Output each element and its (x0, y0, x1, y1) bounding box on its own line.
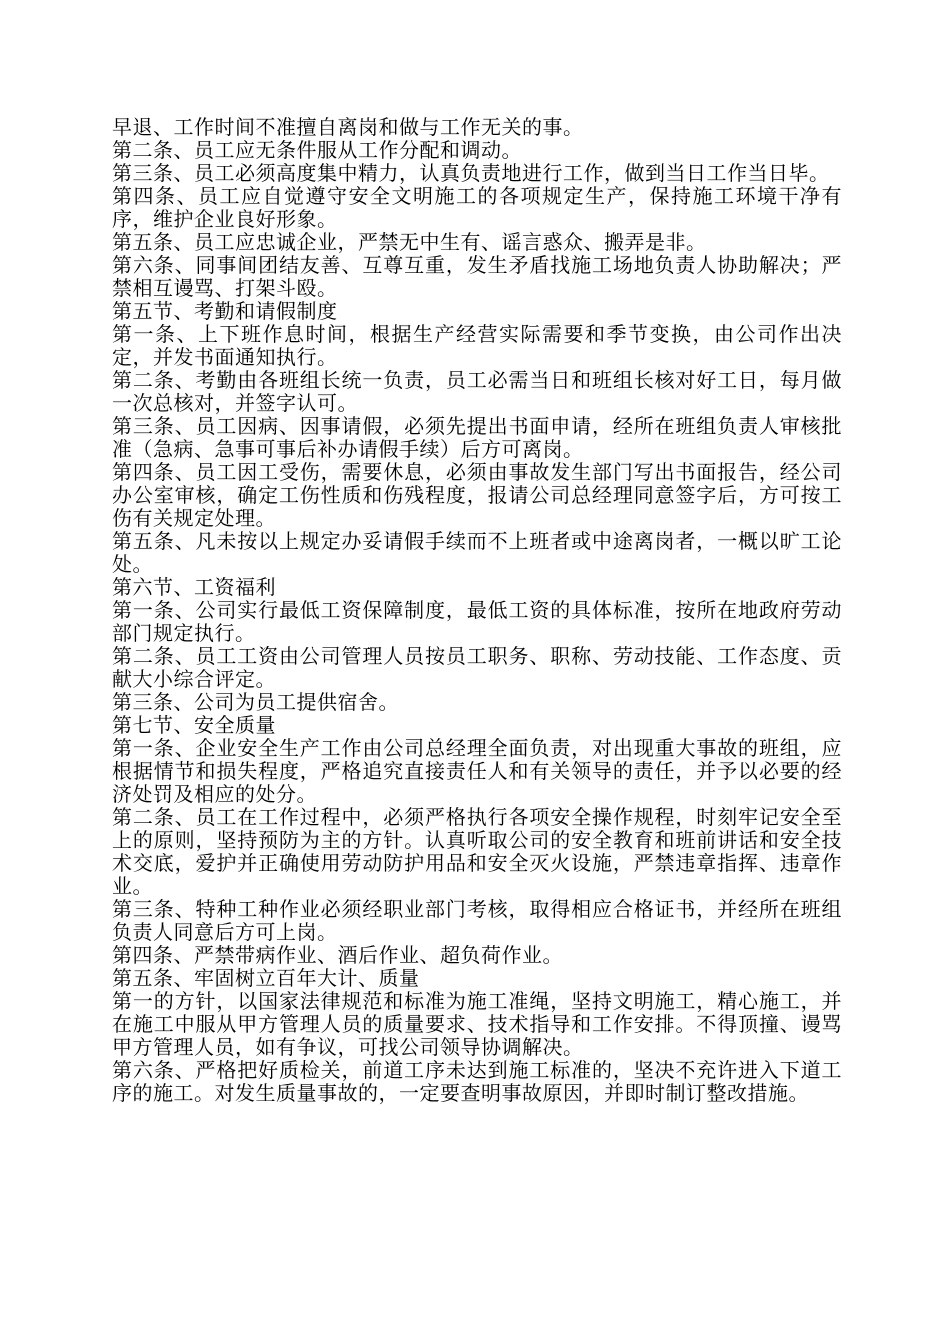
paragraph: 第五条、牢固树立百年大计、质量 (112, 966, 420, 990)
paragraph: 第二条、考勤由各班组长统一负责，员工必需当日和班组长核对好工日，每月做一次总核对，并签字认可。 (112, 368, 842, 415)
section-heading: 第五节、考勤和请假制度 (112, 299, 338, 323)
paragraph: 第四条、严禁带病作业、酒后作业、超负荷作业。 (112, 943, 563, 967)
paragraph: 第三条、公司为员工提供宿舍。 (112, 690, 399, 714)
paragraph: 第五条、员工应忠诚企业，严禁无中生有、谣言惑众、搬弄是非。 (112, 230, 707, 254)
document-body (112, 116, 842, 1105)
paragraph: 第二条、员工应无条件服从工作分配和调动。 (112, 138, 522, 162)
section-heading: 第七节、安全质量 (112, 713, 276, 737)
paragraph: 第四条、员工应自觉遵守安全文明施工的各项规定生产，保持施工环境干净有序，维护企业良好形象。 (112, 184, 842, 231)
paragraph: 第一条、上下班作息时间，根据生产经营实际需要和季节变换，由公司作出决定，并发书面通知执行。 (112, 322, 842, 369)
paragraph: 第二条、员工工资由公司管理人员按员工职务、职称、劳动技能、工作态度、贡献大小综合评定。 (112, 644, 842, 691)
paragraph: 第五条、凡未按以上规定办妥请假手续而不上班者或中途离岗者，一概以旷工论处。 (112, 529, 842, 576)
paragraph: 第六条、同事间团结友善、互尊互重，发生矛盾找施工场地负责人协助解决；严禁相互谩骂、打架斗殴。 (112, 253, 842, 300)
section-heading: 第六节、工资福利 (112, 575, 276, 599)
paragraph: 第三条、员工必须高度集中精力，认真负责地进行工作，做到当日工作当日毕。 (112, 161, 830, 185)
paragraph: 第六条、严格把好质检关，前道工序未达到施工标准的，坚决不充许进入下道工序的施工。对发生质量事故的，一定要查明事故原因，并即时制订整改措施。 (112, 1058, 842, 1105)
paragraph: 第一的方针，以国家法律规范和标准为施工准绳，坚持文明施工，精心施工，并在施工中服从甲方管理人员的质量要求、技术指导和工作安排。不得顶撞、谩骂甲方管理人员，如有争议，可找公司领导协调解决。 (112, 989, 842, 1059)
paragraph: 第二条、员工在工作过程中，必须严格执行各项安全操作规程，时刻牢记安全至上的原则，坚持预防为主的方针。认真听取公司的安全教育和班前讲话和安全技术交底，爱护并正确使用劳动防护用品和安全灭火设施，严禁违章指挥、违章作业。 (112, 805, 842, 898)
paragraph: 第三条、特种工种作业必须经职业部门考核，取得相应合格证书，并经所在班组负责人同意后方可上岗。 (112, 897, 842, 944)
paragraph: 第一条、公司实行最低工资保障制度，最低工资的具体标准，按所在地政府劳动部门规定执行。 (112, 598, 842, 645)
paragraph: 第三条、员工因病、因事请假，必须先提出书面申请，经所在班组负责人审核批准（急病、急事可事后补办请假手续）后方可离岗。 (112, 414, 842, 461)
paragraph: 第四条、员工因工受伤，需要休息，必须由事故发生部门写出书面报告，经公司办公室审核，确定工伤性质和伤残程度，报请公司总经理同意签字后，方可按工伤有关规定处理。 (112, 460, 842, 530)
paragraph: 第一条、企业安全生产工作由公司总经理全面负责，对出现重大事故的班组，应根据情节和损失程度，严格追究直接责任人和有关领导的责任，并予以必要的经济处罚及相应的处分。 (112, 736, 842, 806)
paragraph: 早退、工作时间不准擅自离岗和做与工作无关的事。 (112, 115, 584, 139)
